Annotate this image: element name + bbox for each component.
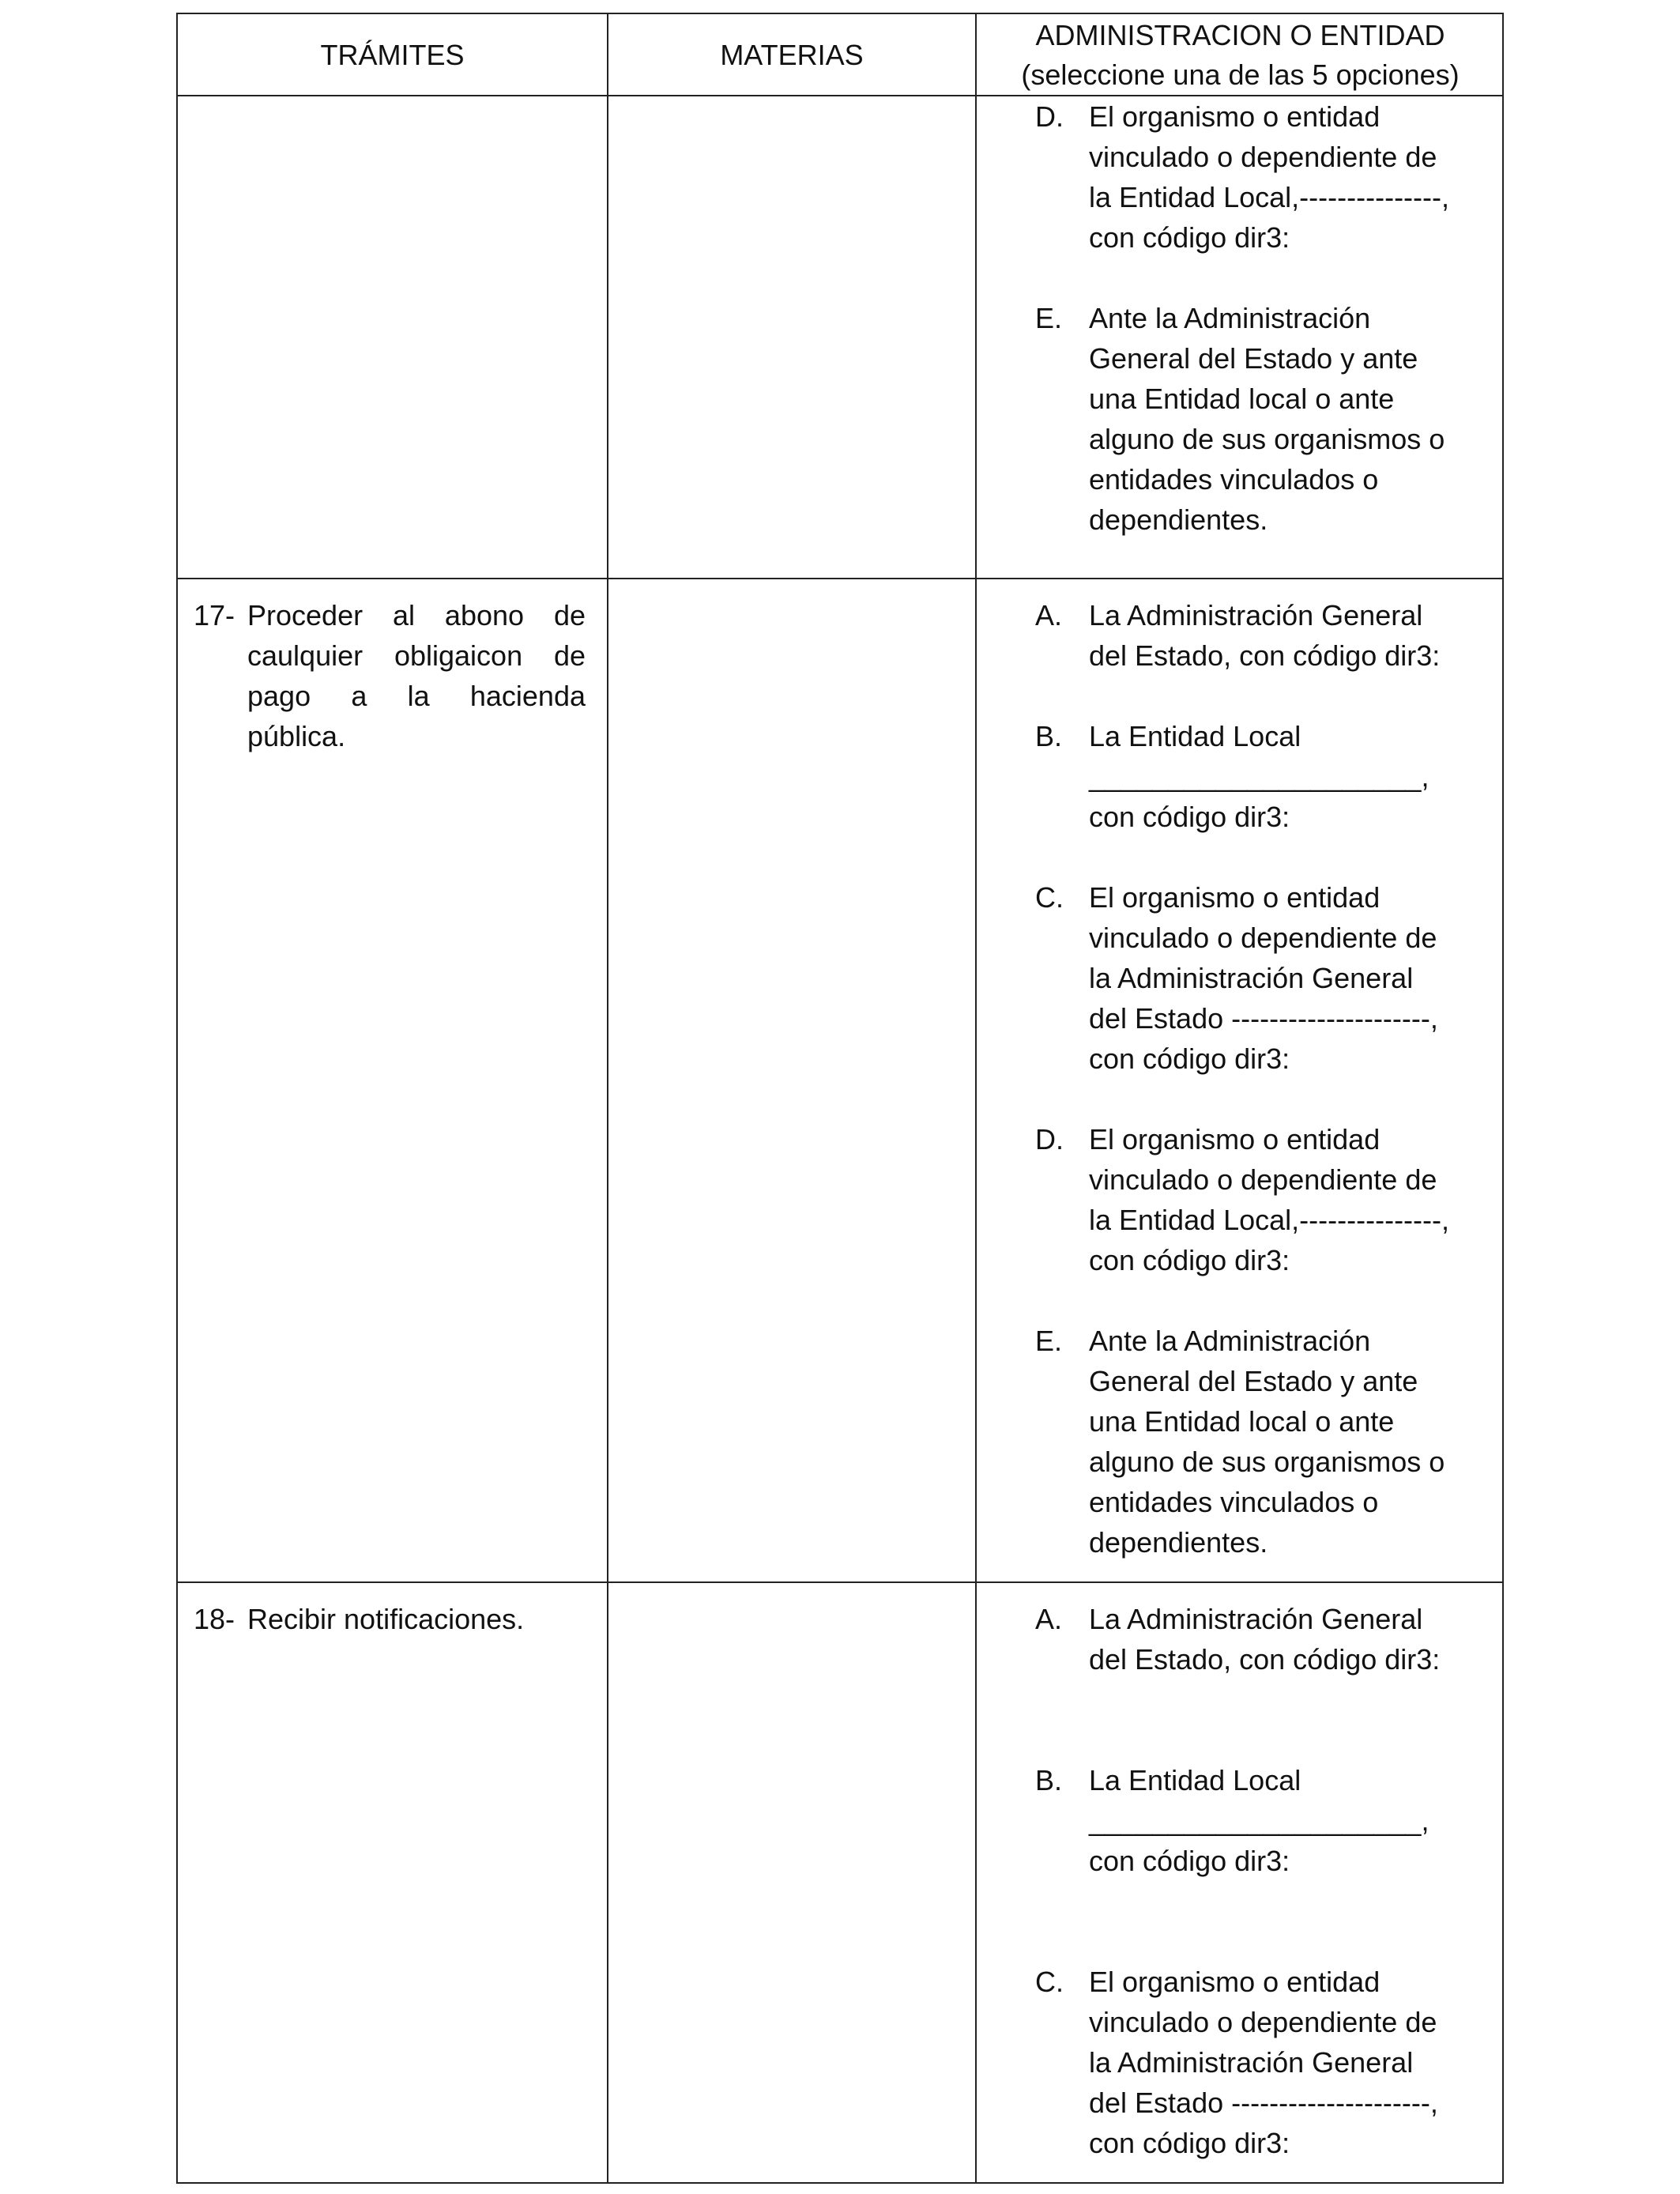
- header-administracion-subtitle: (seleccione una de las 5 opciones): [1021, 58, 1460, 91]
- option-line: la Administración General: [1089, 2046, 1414, 2079]
- option-letter: D.: [1035, 100, 1064, 133]
- option-line: La Administración General: [1089, 599, 1423, 631]
- option-line: La Entidad Local: [1089, 720, 1301, 752]
- column-divider: [607, 14, 608, 2182]
- option-letter: E.: [1035, 302, 1063, 334]
- header-materias: MATERIAS: [720, 39, 864, 71]
- option-a: [1035, 1599, 1494, 1679]
- continuation-options: [1035, 96, 1494, 540]
- option-line: dependientes.: [1089, 1526, 1268, 1559]
- option-line: El organismo o entidad: [1089, 100, 1381, 133]
- option-line: _____________________,: [1089, 760, 1430, 793]
- option-letter: E.: [1035, 1325, 1063, 1357]
- tramite-18: [194, 1599, 586, 1639]
- option-letter: C.: [1035, 1966, 1064, 1998]
- option-line: _____________________,: [1089, 1804, 1430, 1837]
- option-line: con código dir3:: [1089, 2127, 1290, 2159]
- option-line: alguno de sus organismos o: [1089, 1446, 1445, 1478]
- header-administracion: [977, 14, 1504, 96]
- option-e: [1035, 1321, 1494, 1563]
- option-letter: D.: [1035, 1123, 1064, 1155]
- option-line: con código dir3:: [1089, 801, 1290, 833]
- option-line: vinculado o dependiente de: [1089, 141, 1437, 173]
- option-d: [1035, 96, 1494, 258]
- option-line: dependientes.: [1089, 503, 1268, 536]
- option-line: entidades vinculados o: [1089, 463, 1379, 496]
- option-line: con código dir3:: [1089, 221, 1290, 254]
- option-line: vinculado o dependiente de: [1089, 2006, 1437, 2038]
- option-b: [1035, 716, 1494, 837]
- option-line: la Administración General: [1089, 962, 1414, 994]
- option-line: del Estado ---------------------,: [1089, 1002, 1438, 1035]
- option-letter: A.: [1035, 599, 1063, 631]
- option-line: la Entidad Local,---------------,: [1089, 181, 1450, 213]
- row-divider: [178, 1581, 1502, 1583]
- tramite-17: [194, 595, 586, 756]
- option-letter: C.: [1035, 881, 1064, 914]
- option-letter: A.: [1035, 1603, 1063, 1635]
- option-line: con código dir3:: [1089, 1042, 1290, 1075]
- row-divider: [178, 578, 1502, 579]
- row17-options: [1035, 595, 1494, 1563]
- option-line: con código dir3:: [1089, 1244, 1290, 1276]
- option-line: del Estado, con código dir3:: [1089, 639, 1441, 672]
- tramites-table: [176, 13, 1504, 2184]
- tramite-text: Proceder al abono de caulquier obligaicon de pago a la hacienda pública.: [247, 599, 586, 752]
- option-line: con código dir3:: [1089, 1845, 1290, 1877]
- option-line: El organismo o entidad: [1089, 881, 1381, 914]
- option-line: del Estado, con código dir3:: [1089, 1643, 1441, 1676]
- option-line: del Estado ---------------------,: [1089, 2087, 1438, 2119]
- option-line: vinculado o dependiente de: [1089, 1163, 1437, 1196]
- option-a: [1035, 595, 1494, 676]
- option-c: [1035, 877, 1494, 1079]
- option-line: vinculado o dependiente de: [1089, 922, 1437, 954]
- option-line: la Entidad Local,---------------,: [1089, 1204, 1450, 1236]
- option-line: Ante la Administración: [1089, 302, 1371, 334]
- option-line: General del Estado y ante: [1089, 342, 1418, 375]
- option-line: alguno de sus organismos o: [1089, 423, 1445, 455]
- option-c: [1035, 1962, 1494, 2163]
- option-line: La Administración General: [1089, 1603, 1423, 1635]
- header-administracion-title: ADMINISTRACION O ENTIDAD: [1035, 19, 1445, 51]
- header-tramites: TRÁMITES: [320, 39, 465, 71]
- option-line: General del Estado y ante: [1089, 1365, 1418, 1397]
- option-line: entidades vinculados o: [1089, 1486, 1379, 1518]
- option-b: [1035, 1760, 1494, 1881]
- column-divider: [975, 14, 977, 2182]
- option-line: El organismo o entidad: [1089, 1123, 1381, 1155]
- tramite-number: 17-: [194, 599, 235, 631]
- option-line: La Entidad Local: [1089, 1764, 1301, 1796]
- row18-options: [1035, 1599, 1494, 2163]
- option-letter: B.: [1035, 720, 1063, 752]
- option-line: una Entidad local o ante: [1089, 383, 1395, 415]
- option-line: Ante la Administración: [1089, 1325, 1371, 1357]
- tramite-number: 18-: [194, 1603, 235, 1635]
- option-e: [1035, 298, 1494, 540]
- tramite-text: Recibir notificaciones.: [247, 1603, 525, 1635]
- option-line: El organismo o entidad: [1089, 1966, 1381, 1998]
- option-letter: B.: [1035, 1764, 1063, 1796]
- option-line: una Entidad local o ante: [1089, 1405, 1395, 1438]
- option-d: [1035, 1119, 1494, 1280]
